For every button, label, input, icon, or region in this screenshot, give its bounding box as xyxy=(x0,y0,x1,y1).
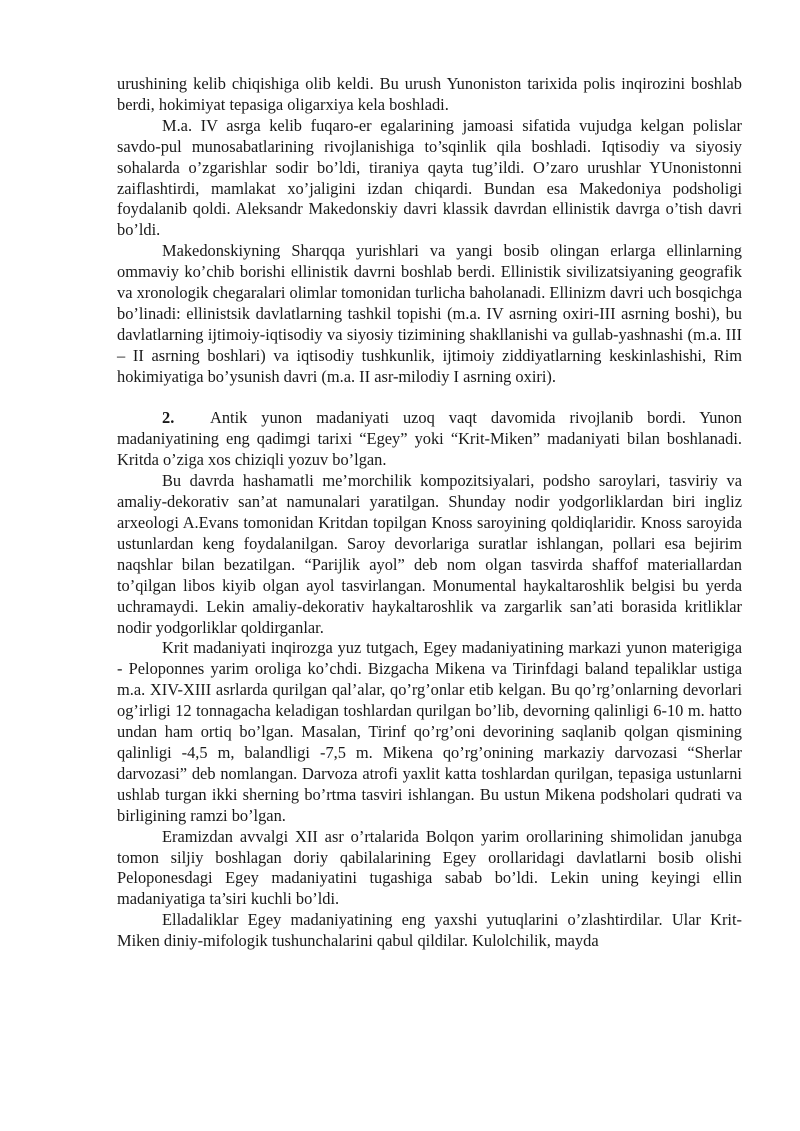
paragraph-continuation: urushining kelib chiqishiga olib keldi. Bu urush Yunoniston tarixida polis inqirozini boshlab berdi, hokimiyat tepasiga oligarxiya kela boshladi. xyxy=(117,74,742,114)
paragraph-polis-crisis: M.a. IV asrga kelib fuqaro-er egalarining jamoasi sifatida vujudga kelgan polislar savdo-pul munosabatlarining rivojlanishiga to’sqinlik qila boshladi. Iqtisodiy va siyosiy sohalarda o’zgarishlar sodir bo’ldi, tiraniya qayta tug’ildi. O’zaro urushlar YUnonistonni zaiflashtirdi, mamlakat xo’jaligini izdan chiqardi. Bundan esa Makedoniya podsholigi foydalanib qoldi. Aleksandr Makedonskiy davri klassik davrdan ellinistik davrga o’tish davri bo’ldi. xyxy=(117,115,742,240)
section-number: 2. xyxy=(162,408,175,428)
paragraph-hellenes: Elladaliklar Egey madaniyatining eng yaxshi yutuqlarini o’zlashtirdilar. Ular Krit-Miken diniy-mifologik tushunchalarini qabul qildilar. Kulolchilik, mayda xyxy=(117,910,742,951)
paragraph-dorians: Eramizdan avvalgi XII asr o’rtalarida Bolqon yarim orollarining shimolidan janubga tomon siljiy boshlagan doriy qabilalarining Egey orollaridagi davlatlarni bosib olishi Peloponesdagi Egey madaniyatini tugashiga sabab bo’ldi. Lekin uning keyingi ellin madaniyatiga ta’siri kuchli bo’ldi. xyxy=(117,826,742,909)
paragraph-gap xyxy=(117,388,742,409)
paragraph-hellenistic-periods: Makedonskiyning Sharqqa yurishlari va yangi bosib olingan erlarga ellinlarning ommaviy ko’chib borishi ellinistik davrni boshlab berdi. Ellinistik sivilizatsiyaning geografik va xronologik chegaralari olimlar tomonidan turlicha baholanadi. Ellinizm davri uch bosqichga bo’linadi: ellinistsik davlatlarning tashkil topishi (m.a. IV asrning oxiri-III asrning boshi), bu davlatlarning ijtimoiy-iqtisodiy va siyosiy tizimining shakllanishi va gullab-yashnashi (m.a. III – II asrning boshlari) va iqtisodiy tushkunlik, ijtimoiy ziddiyatlarning keskinlashishi, Rim hokimiyatiga bo’ysunish davri (m.a. II asr-milodiy I asrning oxiri). xyxy=(117,241,742,386)
paragraph-knossos: Bu davrda hashamatli me’morchilik kompozitsiyalari, podsho saroylari, tasviriy va amaliy-dekorativ san’at namunalari yaratilgan. Shunday nodir yodgorliklardan biri ingliz arxeologi A.Evans tomonidan Kritdan topilgan Knoss saroyining qoldiqlaridir. Knoss saroyida ustunlardan keng foydalanilgan. Saroy devorlariga suratlar ishlangan, pollari esa bejirim naqshlar bilan bezatilgan. “Parijlik ayol” deb nom olgan tasvirda shaffof materiallardan to’qilgan libos kiyib olgan ayol tasvirlangan. Monumental haykaltaroshlik belgisi bu yerda uchramaydi. Lekin amaliy-dekorativ haykaltaroshlik va zargarlik san’ati borasida kritliklar nodir yodgorliklar qoldirganlar. xyxy=(117,471,742,637)
document-page xyxy=(117,74,742,952)
section-2-text: Antik yunon madaniyati uzoq vaqt davomida rivojlanib bordi. Yunon madaniyatining eng qadimgi tarixi “Egey” yoki “Krit-Miken” madaniyati bilan boshlanadi. Kritda o’ziga xos chiziqli yozuv bo’lgan. xyxy=(117,408,742,470)
paragraph-section-2 xyxy=(117,408,742,471)
paragraph-mycenae: Krit madaniyati inqirozga yuz tutgach, Egey madaniyatining markazi yunon materigiga - Peloponnes yarim oroliga ko’chdi. Bizgacha Mikena va Tirinfdagi baland tepaliklar ustiga m.a. XIV-XIII asrlarda qurilgan qal’alar, qo’rg’onlar etib kelgan. Bu qo’rg’onlarning devorlari og’irligi 12 tonnagacha keladigan toshlardan qurilgan bo’lib, devorning qalinligi 6-10 m. hatto undan ham ortiq bo’lgan. Masalan, Tirinf qo’rg’oni devorining saqlanib qolgan qismining qalinligi -4,5 m, balandligi -7,5 m. Mikena qo’rg’onining markaziy darvozasi “Sherlar darvozasi” deb nomlangan. Darvoza atrofi yaxlit katta toshlardan qurilgan, tepasiga ustunlarni ushlab turgan ikki sherning bo’rtma tasviri ishlangan. Bu ustun Mikena podsholari qudrati va birligining ramzi bo’lgan. xyxy=(117,638,742,825)
